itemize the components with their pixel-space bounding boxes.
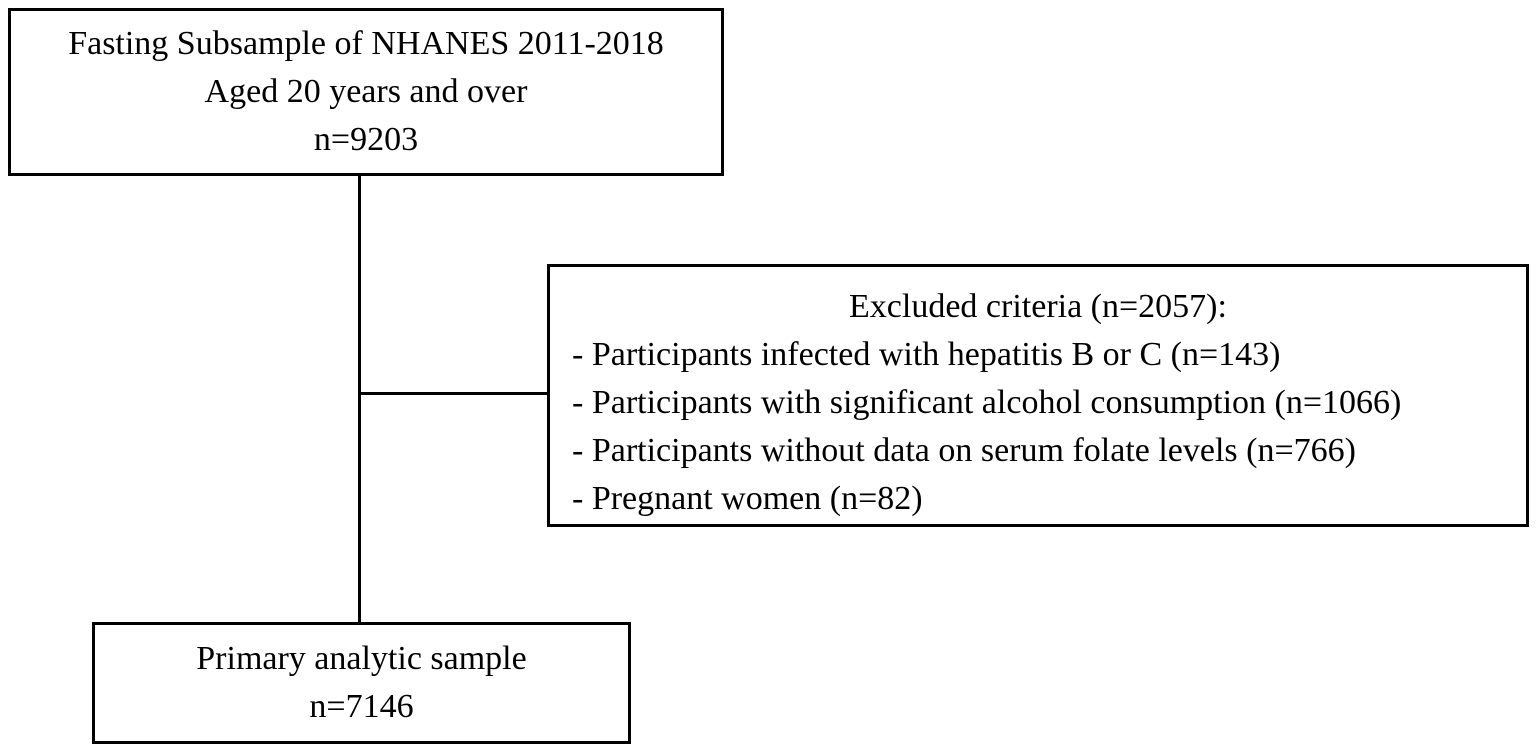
initial-sample-count: n=9203	[313, 121, 419, 158]
exclusion-criteria-box	[547, 264, 1529, 527]
analytic-sample-box	[92, 622, 631, 744]
vertical-connector-line	[358, 176, 361, 622]
horizontal-connector-line	[361, 392, 547, 395]
exclusion-item-hepatitis: - Participants infected with hepatitis B or C (n=143)	[572, 336, 1281, 373]
initial-sample-title: Fasting Subsample of NHANES 2011-2018	[68, 25, 664, 62]
exclusion-item-alcohol: - Participants with significant alcohol consumption (n=1066)	[572, 384, 1402, 421]
initial-sample-age-criterion: Aged 20 years and over	[204, 73, 528, 110]
exclusion-item-missing-folate: - Participants without data on serum folate levels (n=766)	[572, 432, 1356, 469]
analytic-sample-count: n=7146	[309, 688, 414, 725]
initial-sample-box	[8, 8, 724, 176]
exclusion-criteria-title: Excluded criteria (n=2057):	[849, 288, 1227, 325]
exclusion-criteria-list	[572, 331, 1526, 523]
exclusion-item-pregnant: - Pregnant women (n=82)	[572, 480, 923, 517]
analytic-sample-title: Primary analytic sample	[196, 640, 527, 677]
